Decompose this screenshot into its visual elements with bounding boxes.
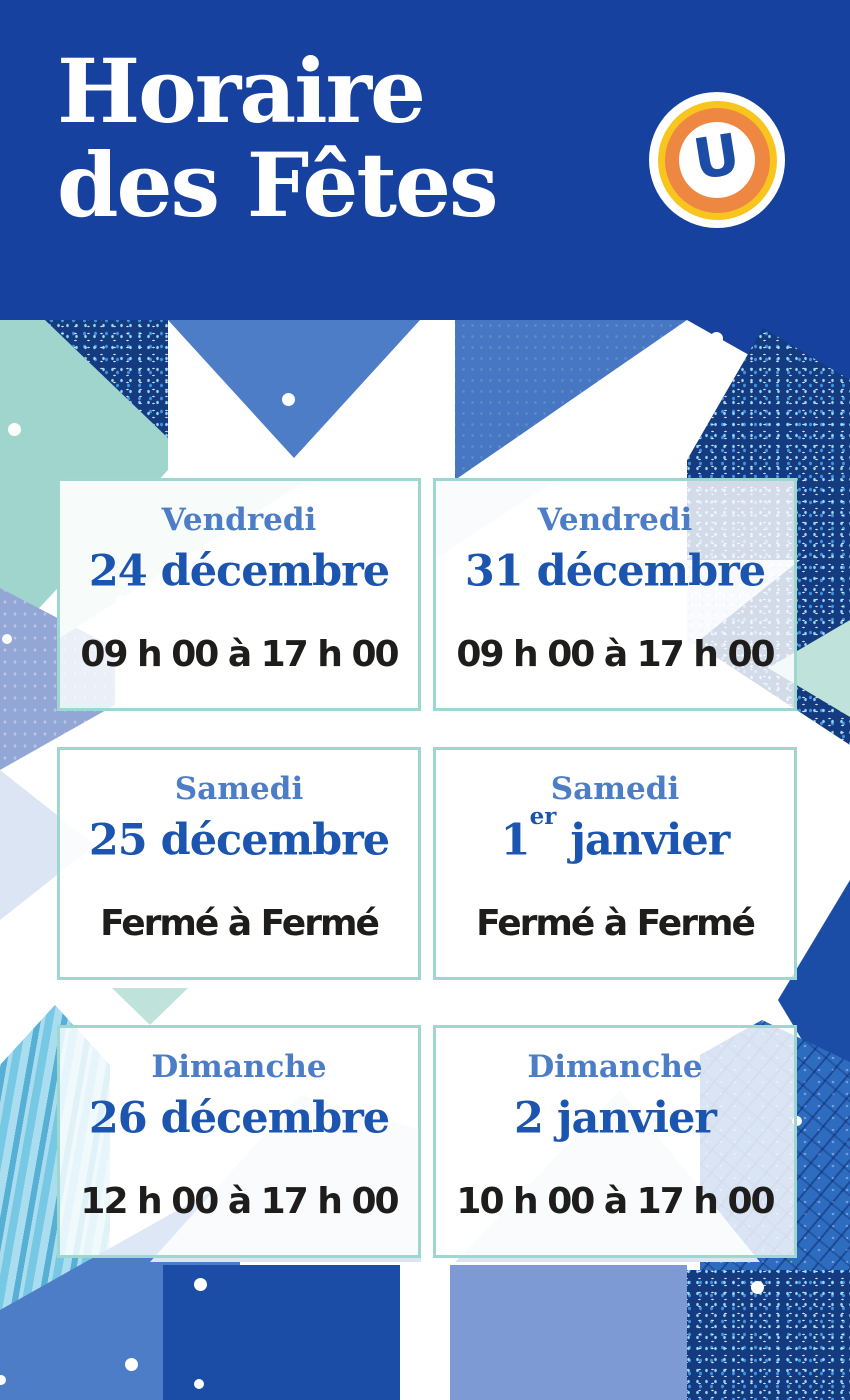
snow-dot bbox=[710, 332, 723, 345]
card-date bbox=[60, 807, 418, 865]
snow-dot bbox=[41, 907, 51, 917]
card-date bbox=[60, 538, 418, 596]
snow-dot bbox=[194, 1379, 204, 1389]
card-date bbox=[436, 803, 794, 866]
card-hours: 12 h 00 à 17 h 00 bbox=[80, 1181, 398, 1223]
card-date-main: 25 décembre bbox=[88, 815, 390, 866]
card-day: Dimanche bbox=[527, 1049, 703, 1085]
card-date bbox=[436, 1085, 794, 1143]
header-banner bbox=[0, 0, 850, 320]
card-hours: Fermé à Fermé bbox=[100, 903, 378, 945]
card-day: Vendredi bbox=[161, 502, 317, 538]
logo-u-letter: U bbox=[689, 121, 745, 194]
card-hours: 09 h 00 à 17 h 00 bbox=[80, 634, 398, 676]
schedule-card-jan1 bbox=[433, 747, 797, 980]
card-date-main: 24 décembre bbox=[88, 546, 390, 597]
logo-inner-circle bbox=[679, 122, 755, 198]
card-date-main: 2 janvier bbox=[514, 1093, 716, 1144]
card-day: Samedi bbox=[174, 771, 304, 807]
card-hours: 10 h 00 à 17 h 00 bbox=[456, 1181, 774, 1223]
snow-dot bbox=[8, 423, 21, 436]
snow-dot bbox=[751, 1281, 764, 1294]
card-date-main: 26 décembre bbox=[88, 1093, 390, 1144]
title-line-2: des Fêtes bbox=[57, 133, 497, 237]
card-date bbox=[436, 538, 794, 596]
schedule-card-jan2 bbox=[433, 1025, 797, 1258]
poster-title bbox=[57, 39, 497, 237]
title-line-1: Horaire bbox=[57, 39, 425, 143]
card-date-rest: janvier bbox=[556, 815, 730, 866]
snow-dot bbox=[282, 393, 295, 406]
card-day: Vendredi bbox=[537, 502, 693, 538]
brand-logo bbox=[649, 92, 785, 228]
logo-yellow-ring bbox=[658, 101, 777, 220]
card-hours: Fermé à Fermé bbox=[476, 903, 754, 945]
card-date bbox=[60, 1085, 418, 1143]
logo-orange-ring bbox=[665, 108, 770, 213]
card-date-main: 31 décembre bbox=[464, 546, 766, 597]
card-hours: 09 h 00 à 17 h 00 bbox=[456, 634, 774, 676]
card-day: Samedi bbox=[550, 771, 680, 807]
card-date-main: 1 bbox=[500, 815, 530, 866]
snow-dot bbox=[125, 1358, 138, 1371]
schedule-card-dec25 bbox=[57, 747, 421, 980]
card-date-sup: er bbox=[529, 803, 557, 830]
snow-dot bbox=[2, 634, 12, 644]
schedule-card-dec24 bbox=[57, 478, 421, 711]
schedule-card-dec31 bbox=[433, 478, 797, 711]
card-day: Dimanche bbox=[151, 1049, 327, 1085]
snow-dot bbox=[194, 1278, 207, 1291]
schedule-card-dec26 bbox=[57, 1025, 421, 1258]
